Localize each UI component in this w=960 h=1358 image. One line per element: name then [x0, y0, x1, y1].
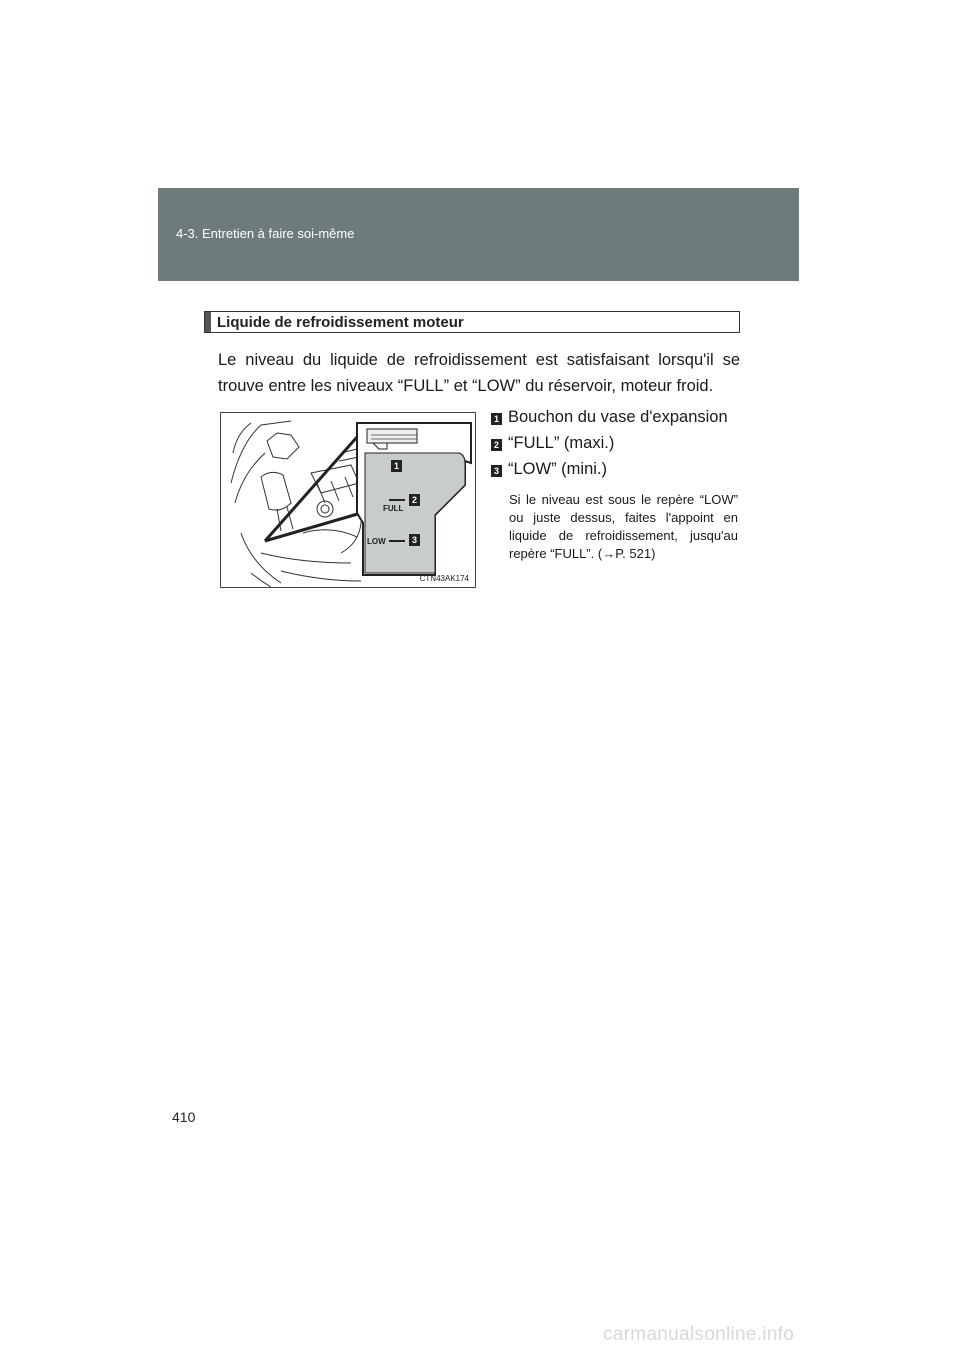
low-level-label: LOW: [367, 537, 386, 546]
list-item: [491, 408, 741, 434]
marker-3: 3: [409, 534, 420, 546]
title-accent-bar: [205, 312, 211, 332]
full-level-label: FULL: [383, 504, 404, 513]
callout-number-3: 3: [491, 465, 502, 477]
page-number: 410: [172, 1109, 196, 1125]
section-breadcrumb: 4-3. Entretien à faire soi-même: [176, 226, 355, 241]
callout-number-1: 1: [491, 413, 502, 425]
section-title-box: [204, 311, 740, 333]
list-item: [491, 434, 741, 460]
marker-2: 2: [409, 494, 420, 506]
callout-list: [491, 408, 741, 486]
marker-1: 1: [391, 460, 402, 472]
header-band: [158, 188, 799, 281]
intro-paragraph: Le niveau du liquide de refroidissement est satisfaisant lorsqu'il se trouve entre les niveaux “FULL” et “LOW” du réservoir, moteur froid.: [218, 351, 740, 395]
list-item: [491, 460, 741, 486]
figure-code: CTN43AK174: [419, 574, 469, 583]
callout-text-3: “LOW” (mini.): [508, 460, 607, 478]
callout-text-2: “FULL” (maxi.): [508, 434, 615, 452]
site-watermark: carmanualsonline.info: [603, 1324, 795, 1345]
callout-number-2: 2: [491, 439, 502, 451]
engine-bay-drawing: [221, 413, 476, 588]
refill-note: Si le niveau est sous le repère “LOW” ou juste dessus, faites l'appoint en liquide de refroidissement, jusqu'au repère “FULL”. (→P. 521): [509, 492, 738, 561]
engine-bay-illustration: [220, 412, 476, 588]
callout-text-1: Bouchon du vase d'expansion: [508, 408, 728, 426]
section-title: Liquide de refroidissement moteur: [217, 314, 464, 331]
